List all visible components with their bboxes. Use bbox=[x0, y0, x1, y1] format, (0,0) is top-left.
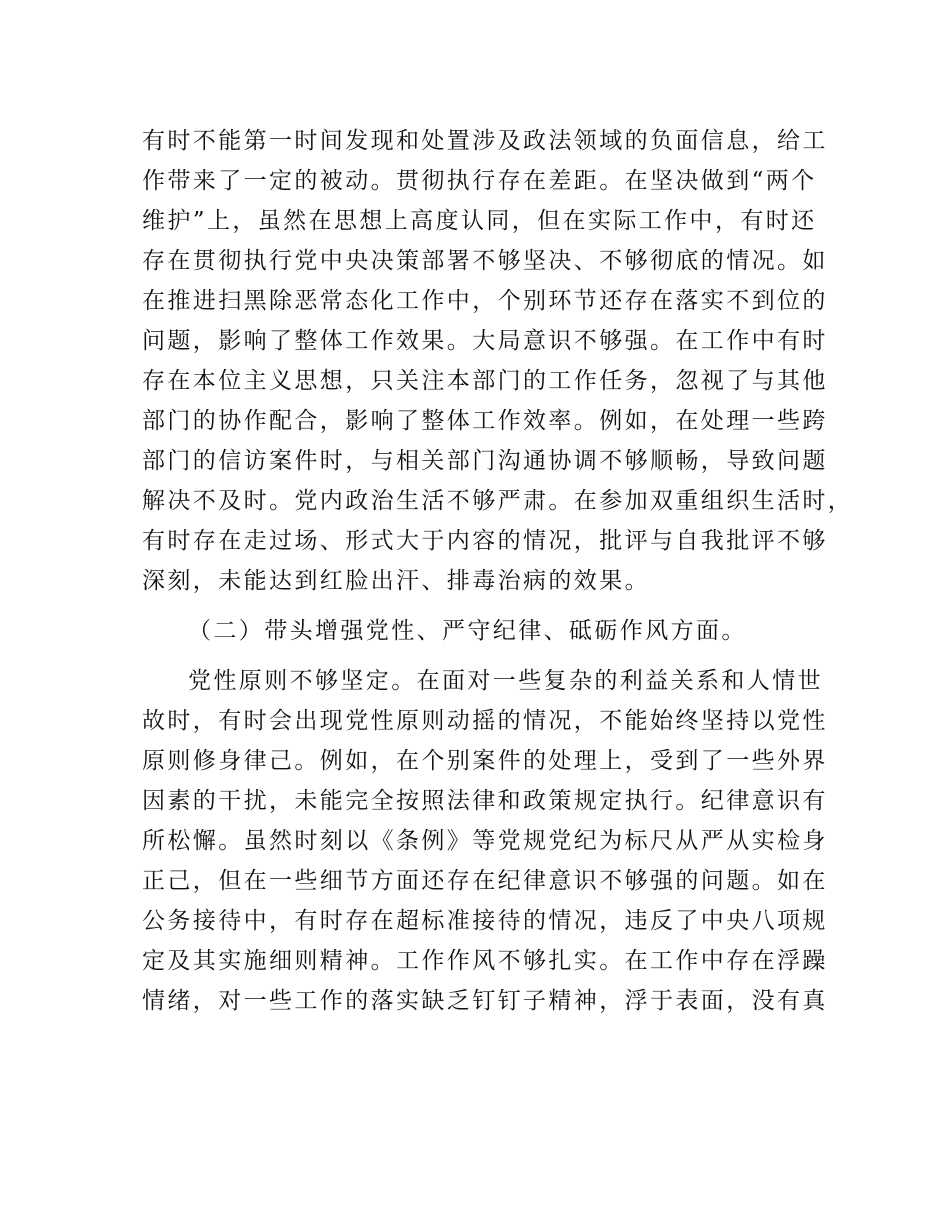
paragraph-1 bbox=[142, 121, 854, 601]
text-line: 情绪，对一些工作的落实缺乏钉钉子精神，浮于表面，没有真 bbox=[142, 988, 828, 1014]
paragraph-spacer bbox=[142, 601, 812, 611]
paragraph-2 bbox=[142, 661, 828, 1021]
text-line: 部门的协作配合，影响了整体工作效率。例如，在处理一些跨 bbox=[142, 408, 828, 434]
text-line: 部门的信访案件时，与相关部门沟通协调不够顺畅，导致问题 bbox=[142, 448, 828, 474]
section-heading bbox=[142, 611, 812, 651]
text-line: 定及其实施细则精神。工作作风不够扎实。在工作中存在浮躁 bbox=[142, 948, 828, 974]
text-line: 深刻，未能达到红脸出汗、排毒治病的效果。 bbox=[142, 568, 650, 594]
text-line: 有时存在走过场、形式大于内容的情况，批评与自我批评不够 bbox=[142, 528, 828, 554]
text-line: 在推进扫黑除恶常态化工作中，个别环节还存在落实不到位的 bbox=[142, 288, 828, 314]
text-line: 党性原则不够坚定。在面对一些复杂的利益关系和人情世 bbox=[188, 668, 823, 694]
text-line: 所松懈。虽然时刻以《条例》等党规党纪为标尺从严从实检身 bbox=[142, 828, 828, 854]
text-line: 解决不及时。党内政治生活不够严肃。在参加双重组织生活时， bbox=[142, 488, 854, 514]
text-line: 有时不能第一时间发现和处置涉及政法领域的负面信息，给工 bbox=[142, 128, 828, 154]
text-line: 原则修身律己。例如，在个别案件的处理上，受到了一些外界 bbox=[142, 748, 828, 774]
section-heading-text: （二）带头增强党性、严守纪律、砥砺作风方面。 bbox=[188, 618, 747, 644]
text-line: 问题，影响了整体工作效果。大局意识不够强。在工作中有时 bbox=[142, 328, 828, 354]
text-line: 维护”上，虽然在思想上高度认同，但在实际工作中，有时还 bbox=[142, 208, 817, 234]
text-line: 公务接待中，有时存在超标准接待的情况，违反了中央八项规 bbox=[142, 908, 828, 934]
document-body bbox=[142, 121, 854, 1021]
text-line: 作带来了一定的被动。贯彻执行存在差距。在坚决做到“两个 bbox=[142, 168, 817, 194]
text-line: 存在本位主义思想，只关注本部门的工作任务，忽视了与其他 bbox=[142, 368, 828, 394]
text-line: 正己，但在一些细节方面还存在纪律意识不够强的问题。如在 bbox=[142, 868, 828, 894]
text-line: 存在贯彻执行党中央决策部署不够坚决、不够彻底的情况。如 bbox=[142, 248, 828, 274]
text-line: 故时，有时会出现党性原则动摇的情况，不能始终坚持以党性 bbox=[142, 708, 828, 734]
paragraph-spacer bbox=[142, 651, 812, 661]
text-line: 因素的干扰，未能完全按照法律和政策规定执行。纪律意识有 bbox=[142, 788, 828, 814]
